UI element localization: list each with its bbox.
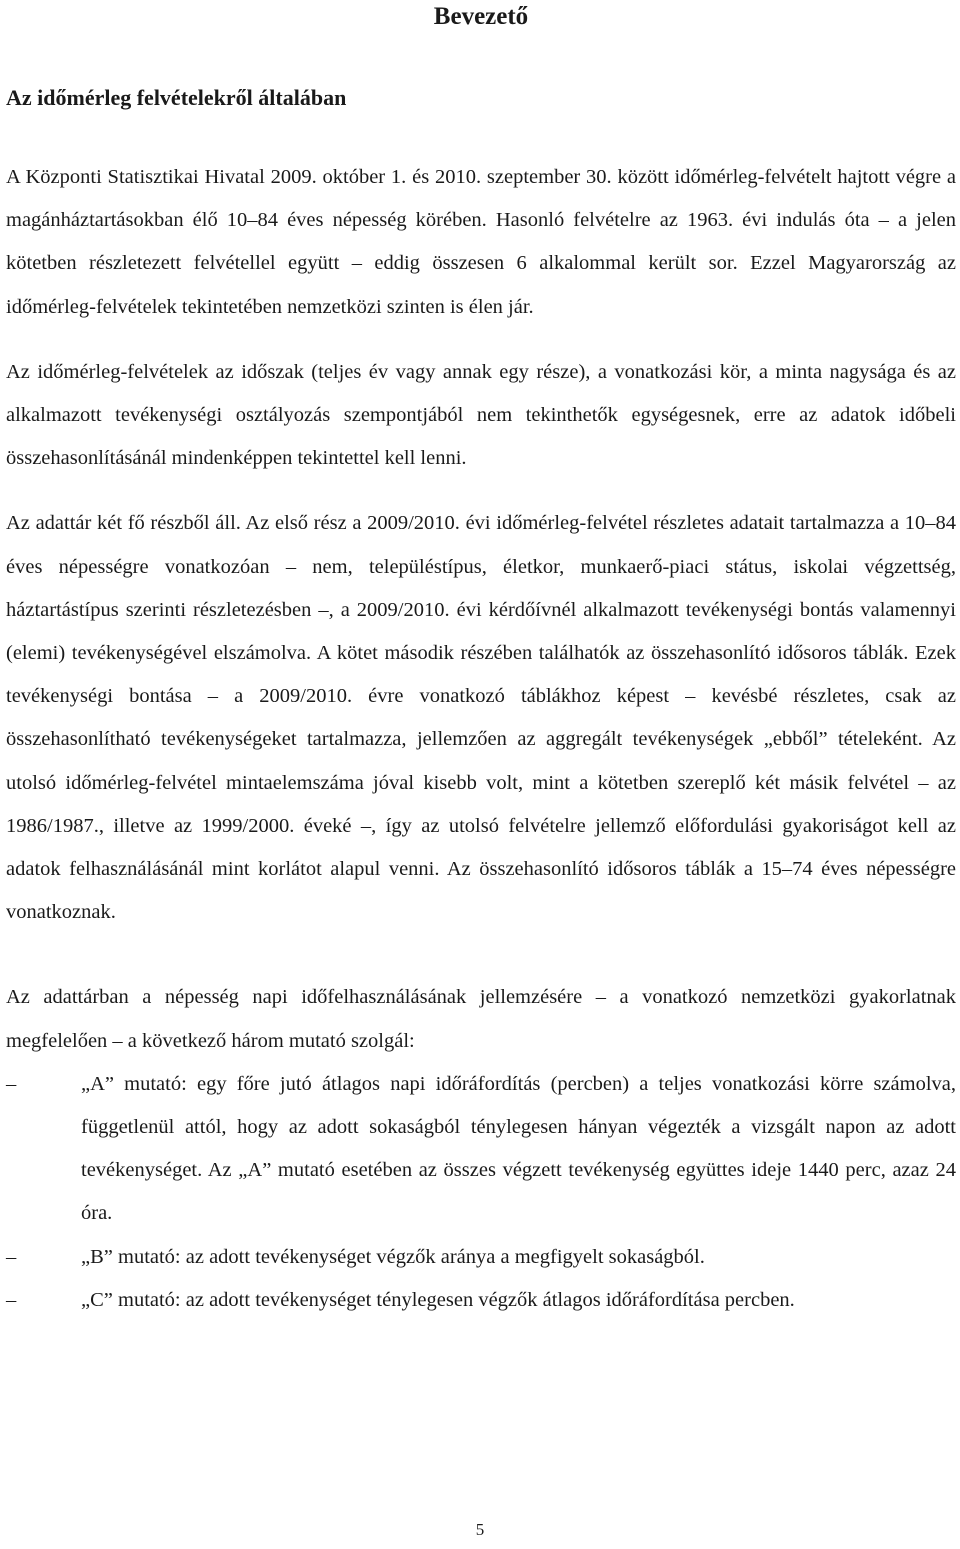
list-item <box>6 1279 956 1322</box>
page-number: 5 <box>475 1520 485 1539</box>
page-title: Bevezető <box>433 3 529 30</box>
section-heading: Az időmérleg felvételekről általában <box>6 85 347 110</box>
list-dash-marker: – <box>6 1288 17 1311</box>
body-paragraph: Az adattárban a népesség napi időfelhasználásának jellemzésére – a vonatkozó nemzetközi gyakorlatnak megfelelően – a következő három mutató szolgál: <box>6 986 956 1052</box>
list-item-text: „C” mutató: az adott tevékenységet ténylegesen végzők átlagos időráfordítása percben. <box>81 1288 795 1311</box>
indicator-list <box>6 1063 956 1322</box>
list-dash-marker: – <box>6 1245 17 1268</box>
body-paragraph: Az időmérleg-felvételek az időszak (teljes év vagy annak egy része), a vonatkozási kör, a minta nagysága és az alkalmazott tevékenységi osztályozás szempontjából nem tekinthetők egységesnek, erre az adatok időbeli összehasonlításánál mindenképpen tekintettel kell lenni. <box>6 360 956 470</box>
document-page <box>6 0 956 1322</box>
body-paragraph: A Központi Statisztikai Hivatal 2009. október 1. és 2010. szeptember 30. között időmérleg-felvételt hajtott végre a magánháztartásokban élő 10–84 éves népesség körében. Hasonló felvételre az 1963. évi indulás óta – a jelen kötetben részletezett felvétellel együtt – eddig összesen 6 alkalommal került sor. Ezzel Magyarország az időmérleg-felvételek tekintetében nemzetközi szinten is élen jár. <box>6 166 956 318</box>
list-dash-marker: – <box>6 1072 17 1095</box>
list-item <box>6 1063 956 1236</box>
body-paragraph: Az adattár két fő részből áll. Az első rész a 2009/2010. évi időmérleg-felvétel részletes adatait tartalmazza a 10–84 éves népességre vonatkozóan – nem, településtípus, életkor, munkaerő-piaci státus, iskolai végzettség, háztartástípus szerinti részletezésben –, a 2009/2010. évi kérdőívnél alkalmazott tevékenységi bontás valamennyi (elemi) tevékenységével elszámolva. A kötet második részében találhatók az összehasonlító idősoros táblák. Ezek tevékenységi bontása – a 2009/2010. évre vonatkozó táblákhoz képest – kevésbé részletes, csak az összehasonlítható tevékenységeket tartalmazza, jellemzően az aggregált tevékenységek „ebből” tételeként. Az utolsó időmérleg-felvétel mintaelemszáma jóval kisebb volt, mint a kötetben szereplő két másik felvétel – az 1986/1987., illetve az 1999/2000. éveké –, így az utolsó felvételre jellemző előfordulási gyakoriságot kell az adatok felhasználásánál mint korlátot alapul venni. Az összehasonlító idősoros táblák a 15–74 éves népességre vonatkoznak. <box>6 512 956 924</box>
list-item <box>6 1236 956 1279</box>
list-item-text: „A” mutató: egy főre jutó átlagos napi időráfordítás (percben) a teljes vonatkozási körre számolva, függetlenül attól, hogy az adott sokaságból ténylegesen hányan végezték a vizsgált napon az adott tevékenységet. Az „A” mutató esetében az összes végzett tevékenység együttes ideje 1440 perc, azaz 24 óra. <box>81 1072 956 1225</box>
list-item-text: „B” mutató: az adott tevékenységet végzők aránya a megfigyelt sokaságból. <box>81 1245 705 1268</box>
